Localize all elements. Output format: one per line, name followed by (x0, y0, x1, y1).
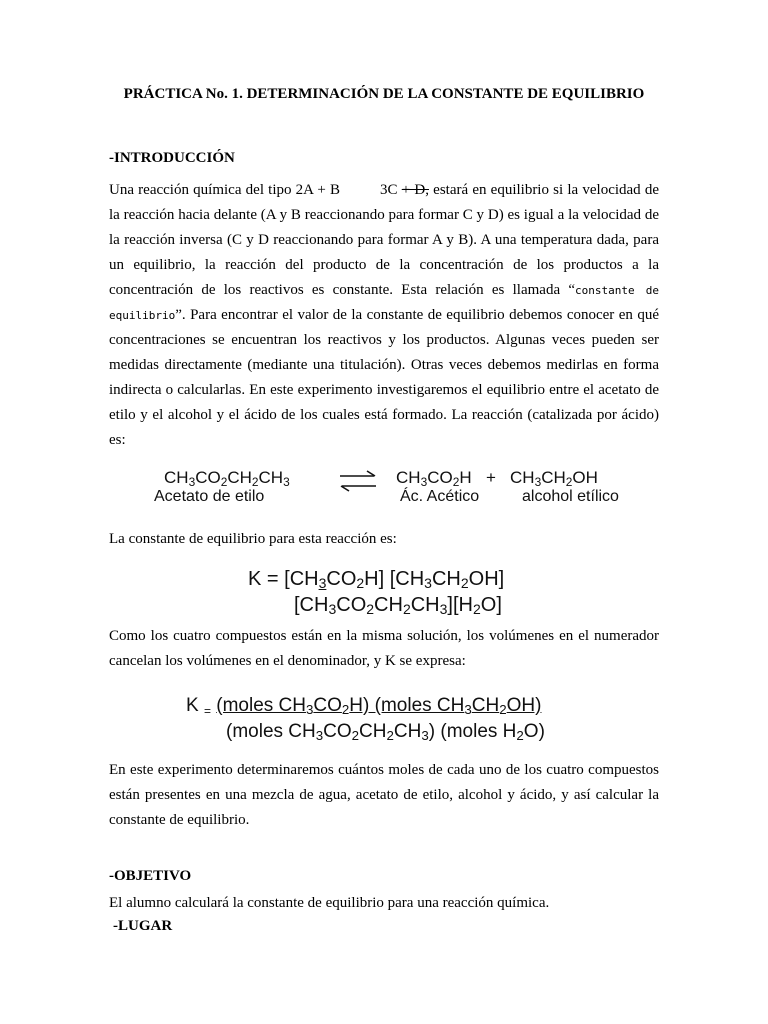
experiment-paragraph: En este experimento determinaremos cuántos moles de cada uno de los cuatro compuestos están presentes en una mezcla de agua, acetato de etilo, alcohol y ácido, y así calcular la constante de equilibrio. (109, 762, 659, 828)
page-title: PRÁCTICA No. 1. DETERMINACIÓN DE LA CONSTANTE DE EQUILIBRIO (123, 86, 645, 102)
intro-text-d: ”. Para encontrar el valor de la constante de equilibrio debemos conocer en qué concentraciones se encuentran los reactivos y los productos. Algunas veces pueden ser medidas directamente (mediante una titulación). Otras veces debemos medirlas en forma indirecta o calcularlas. En este experimento investigaremos el equilibrio entre el acetato de etilo y el alcohol y el ácido de los cuales está formado. La reacción (catalizada por ácido) es: (109, 307, 659, 448)
moles-numerator: K $_=$ (moles $CH_3CO_2H$) (moles $CH_3CH_2OH$) (186, 695, 542, 718)
keq-intro-paragraph: La constante de equilibrio para esta reacción es: (109, 531, 397, 547)
product1-name: Ác. Acético (400, 488, 480, 505)
section-heading-introduction: -INTRODUCCIÓN (109, 150, 235, 166)
moles-denominator: (moles $CH_3CO_2CH_2CH_3$) (moles $H_2O$) (226, 721, 545, 743)
section-heading-place: -LUGAR (113, 918, 173, 934)
product2-name: alcohol etílico (522, 488, 619, 505)
objective-text: El alumno calculará la constante de equilibrio para una reacción química. (109, 895, 550, 911)
reactant-formula: $CH_3CO_2CH_2CH_3$ (164, 468, 290, 489)
keq-numerator: $K = [CH_3CO_2H]$ $[CH_3CH_2OH]$ (248, 568, 505, 591)
intro-text-a: Una reacción química del tipo 2A + B (109, 182, 341, 198)
intro-struck-text: + D, (401, 182, 429, 198)
equilibrium-arrows-icon (338, 470, 378, 492)
moles-paragraph: Como los cuatro compuestos están en la misma solución, los volúmenes en el numerador cancelan los volúmenes en el denominador, y K se expresa: (109, 628, 659, 669)
intro-text-b: 3C (380, 182, 398, 198)
reaction-equation (150, 468, 650, 512)
intro-term-constante: constante de equilibrio (109, 284, 659, 322)
intro-paragraph (109, 178, 659, 453)
section-heading-objective: -OBJETIVO (109, 868, 192, 884)
reactant-name: Acetato de etilo (154, 488, 265, 505)
product1-formula: $CH_3CO_2H$ (396, 468, 472, 489)
keq-denominator: $[CH_3CO_2CH_2CH_3][H_2O]$ (294, 594, 502, 617)
plus-sign: + (486, 468, 496, 487)
product2-formula: $CH_3CH_2OH$ (510, 468, 598, 489)
intro-text-c: estará en equilibrio si la velocidad de la reacción hacia delante (A y B reaccionando para formar C y D) es igual a la velocidad de la reacción inversa (C y D reaccionando para formar A y B). A una temperatura dada, para un equilibrio, la reacción del producto de la concentración de los productos a la concentración de los reactivos es constante. Esta relación es llamada “ (109, 182, 660, 298)
